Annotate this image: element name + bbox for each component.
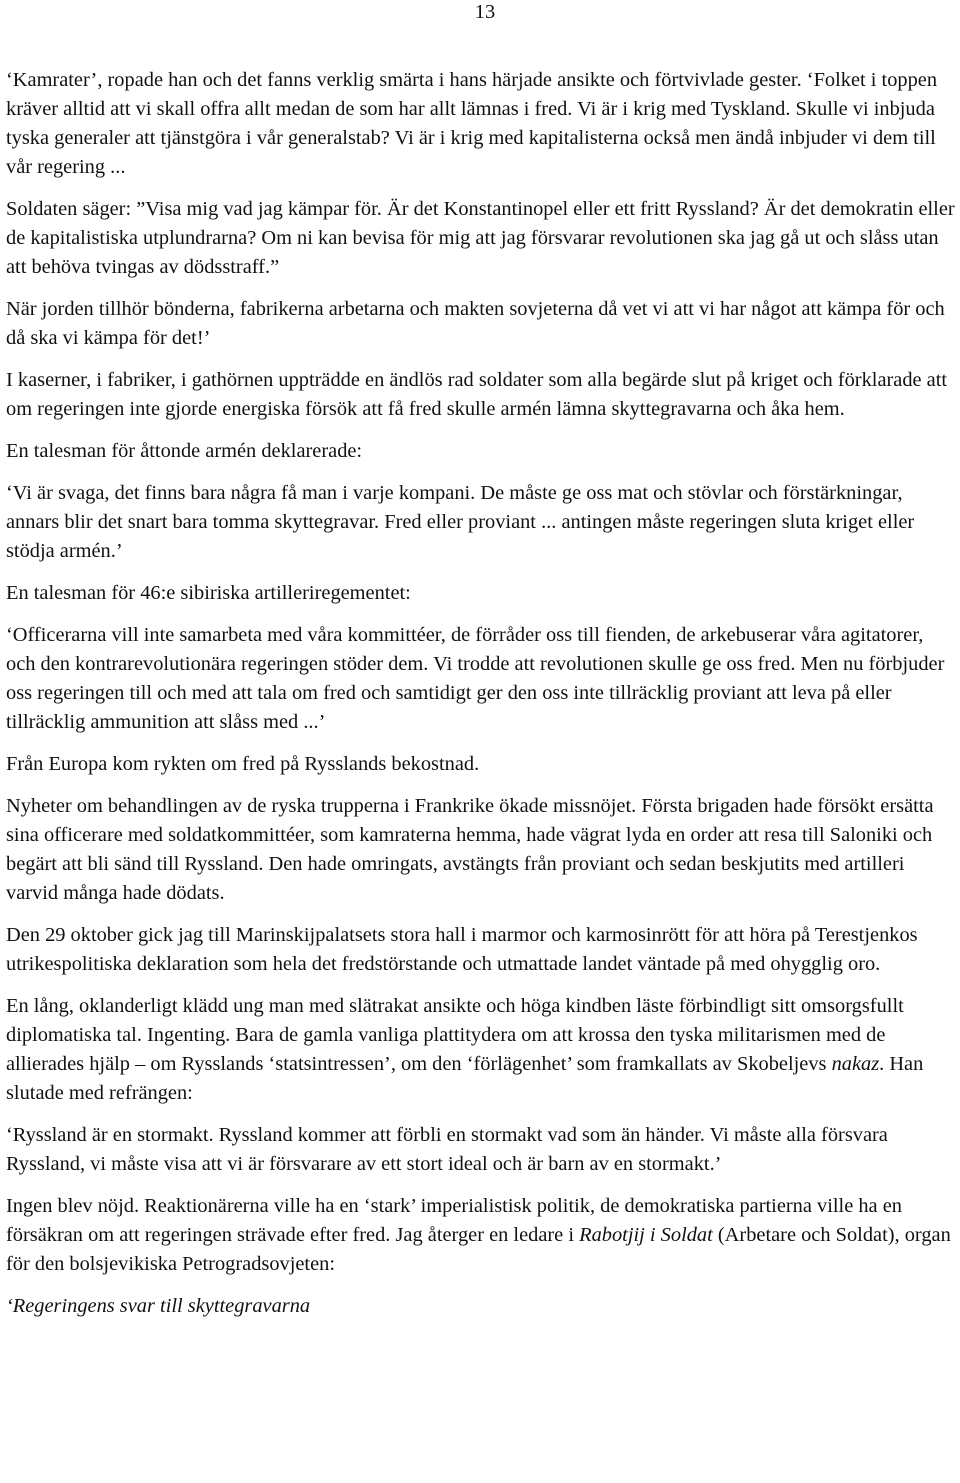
paragraph: En talesman för 46:e sibiriska artilleriregementet:: [6, 582, 411, 604]
paragraph: I kaserner, i fabriker, i gathörnen uppträdde en ändlös rad soldater som alla begärde slut på kriget och förklarade att om regeringen inte gjorde energiska försök att få fred skulle armén lämna skyttegravarna och åka hem.: [6, 369, 948, 420]
text-segment: . Han slutade med refrängen:: [6, 1053, 924, 1104]
text-segment: En lång, oklanderligt klädd ung man med slätrakat ansikte och höga kindben läste förbindligt sitt omsorgsfullt diplomatiska tal. Ingenting. Bara de gamla vanliga plattitydera om att krossa den tyska militarismen med de allierades hjälp – om Rysslands ‘statsintressen’, om den ‘förlägenhet’ som framkallats av Skobeljevs: [6, 995, 904, 1075]
quote-paragraph: ‘Vi är svaga, det finns bara några få man i varje kompani. De måste ge oss mat och stövlar och förstärkningar, annars blir det snart bara tomma skyttegravar. Fred eller proviant ... antingen måste regeringen sluta kriget eller stödja armén.’: [6, 482, 915, 562]
italic-term: nakaz: [831, 1053, 880, 1075]
paragraph: En talesman för åttonde armén deklarerade:: [6, 440, 363, 462]
editorial-heading: [6, 1292, 956, 1321]
document-body: [6, 66, 956, 1321]
paragraph: ‘Kamrater’, ropade han och det fanns verklig smärta i hans härjade ansikte och förtvivlade gester. ‘Folket i toppen kräver alltid att vi skall offra allt medan de som har allt lämnas i fred. Vi är i krig med Tyskland. Skulle vi inbjuda tyska generaler att tjänstgöra i vår generalstab? Vi är i krig med kapitalisterna också men ändå inbjuder vi dem till vår regering ...: [6, 69, 938, 178]
paragraph: Soldaten säger: ”Visa mig vad jag kämpar för. Är det Konstantinopel eller ett fritt Ryssland? Är det demokratin eller de kapitalistiska utplundrarna? Om ni kan bevisa för mig att jag försvarar revolutionen ska jag gå ut och slåss utan att behöva tvingas av dödsstraff.”: [6, 198, 955, 278]
paragraph: Från Europa kom rykten om fred på Rysslands bekostnad.: [6, 753, 480, 775]
quote-paragraph: ‘Officerarna vill inte samarbeta med våra kommittéer, de förråder oss till fienden, de arkebuserar våra agitatorer, och den kontrarevolutionära regeringen stöder dem. Vi trodde att revolutionen skulle ge oss fred. Men nu förbjuder oss regeringen till och med att tala om fred och samtidigt ger den oss inte tillräcklig proviant att leva på eller tillräcklig ammunition att slåss med ...’: [6, 624, 945, 733]
italic-title: Rabotjij i Soldat: [579, 1224, 713, 1246]
paragraph: Den 29 oktober gick jag till Marinskijpalatsets stora hall i marmor och karmosinrött för att höra på Terestjenkos utrikespolitiska deklaration som hela det fredstörstande och utmattade landet väntade på med ohygglig oro.: [6, 924, 918, 975]
paragraph-newspaper: [6, 1192, 956, 1279]
text-segment: (Arbetare och Soldat), organ för den bolsjevikiska Petrogradsovjeten:: [6, 1224, 951, 1275]
italic-heading: ‘Regeringens svar till skyttegravarna: [6, 1295, 311, 1317]
quote-paragraph: ‘Ryssland är en stormakt. Ryssland kommer att förbli en stormakt vad som än händer. Vi måste alla försvara Ryssland, vi måste visa att vi är försvarare av ett stort ideal och är barn av en stormakt.’: [6, 1124, 888, 1175]
page-number: 13: [474, 1, 496, 23]
paragraph: När jorden tillhör bönderna, fabrikerna arbetarna och makten sovjeterna då vet vi att vi har något att kämpa för och då ska vi kämpa för det!’: [6, 298, 945, 349]
paragraph-speech: [6, 992, 956, 1108]
text-segment: Ingen blev nöjd. Reaktionärerna ville ha en ‘stark’ imperialistisk politik, de demokratiska partierna ville ha en försäkran om att regeringen strävade efter fred. Jag återger en ledare i: [6, 1195, 902, 1246]
paragraph: Nyheter om behandlingen av de ryska trupperna i Frankrike ökade missnöjet. Första brigaden hade försökt ersätta sina officerare med soldatkommittéer, som kamraterna hemma, hade vägrat lyda en order att resa till Saloniki och begärt att bli sänd till Ryssland. Den hade omringats, avstängts från proviant och sedan beskjutits med artilleri varvid många hade dödats.: [6, 795, 934, 904]
